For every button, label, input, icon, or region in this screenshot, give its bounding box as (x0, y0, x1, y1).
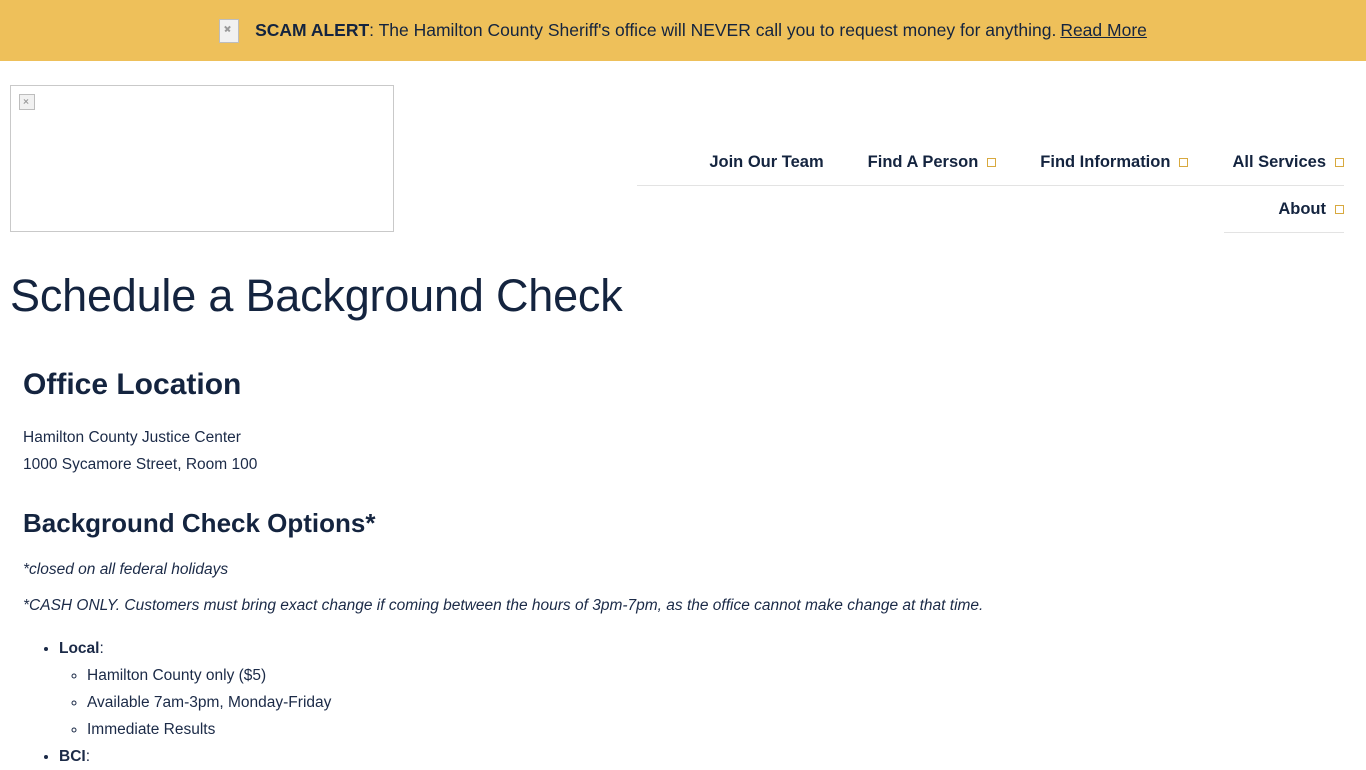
alert-content (219, 19, 1147, 43)
main-navigation (637, 139, 1344, 233)
note-holidays: *closed on all federal holidays (23, 561, 229, 578)
nav-item-about[interactable] (1278, 200, 1344, 219)
nav-item-join-our-team[interactable] (709, 153, 823, 172)
page-title: Schedule a Background Check (10, 270, 623, 321)
list-item: ◦ Immediate Results (87, 716, 1356, 743)
broken-image-icon (19, 94, 35, 110)
broken-image-icon (219, 19, 239, 43)
nav-label: All Services (1232, 152, 1326, 171)
main-content (0, 270, 1366, 770)
chevron-down-icon (1335, 205, 1344, 214)
alert-text (255, 20, 1056, 41)
address-line-2: 1000 Sycamore Street, Room 100 (23, 456, 258, 473)
chevron-down-icon (1179, 158, 1188, 167)
chevron-down-icon (1335, 158, 1344, 167)
nav-row-primary (637, 139, 1344, 186)
note-cash-only: *CASH ONLY. Customers must bring exact change if coming between the hours of 3pm-7pm, as the office cannot make change at that time. (23, 597, 984, 614)
list-item (59, 743, 1356, 770)
option-suffix: : (85, 748, 91, 765)
read-more-link[interactable]: Read More (1060, 20, 1147, 40)
list-item: ◦ Available 7am-3pm, Monday-Friday (87, 689, 1356, 716)
alert-message: : The Hamilton County Sheriff's office will NEVER call you to request money for anything. (369, 20, 1057, 40)
nav-label: Join Our Team (709, 152, 824, 171)
option-label-local: Local (59, 640, 100, 657)
option-suffix: : (99, 640, 104, 657)
nav-label: About (1278, 199, 1326, 218)
alert-strong-label: SCAM ALERT (255, 20, 370, 40)
site-header (0, 61, 1366, 236)
option-sublist-local (59, 662, 1356, 743)
list-item (59, 635, 1356, 743)
nav-item-find-a-person[interactable] (868, 153, 997, 172)
nav-item-find-information[interactable] (1040, 153, 1188, 172)
nav-item-all-services[interactable] (1232, 153, 1344, 172)
chevron-down-icon (987, 158, 996, 167)
scam-alert-banner (0, 0, 1366, 61)
content-body (10, 368, 1356, 770)
address-line-1: Hamilton County Justice Center (23, 429, 241, 446)
nav-row-secondary (1224, 186, 1344, 233)
option-label-bci: BCI (59, 748, 86, 765)
options-list (23, 635, 1356, 770)
site-logo[interactable] (10, 85, 394, 232)
nav-label: Find A Person (867, 152, 979, 171)
background-check-options-heading: Background Check Options* (23, 508, 376, 538)
nav-label: Find Information (1040, 152, 1171, 171)
office-location-heading: Office Location (23, 368, 242, 401)
list-item: ◦ Hamilton County only ($5) (87, 662, 1356, 689)
